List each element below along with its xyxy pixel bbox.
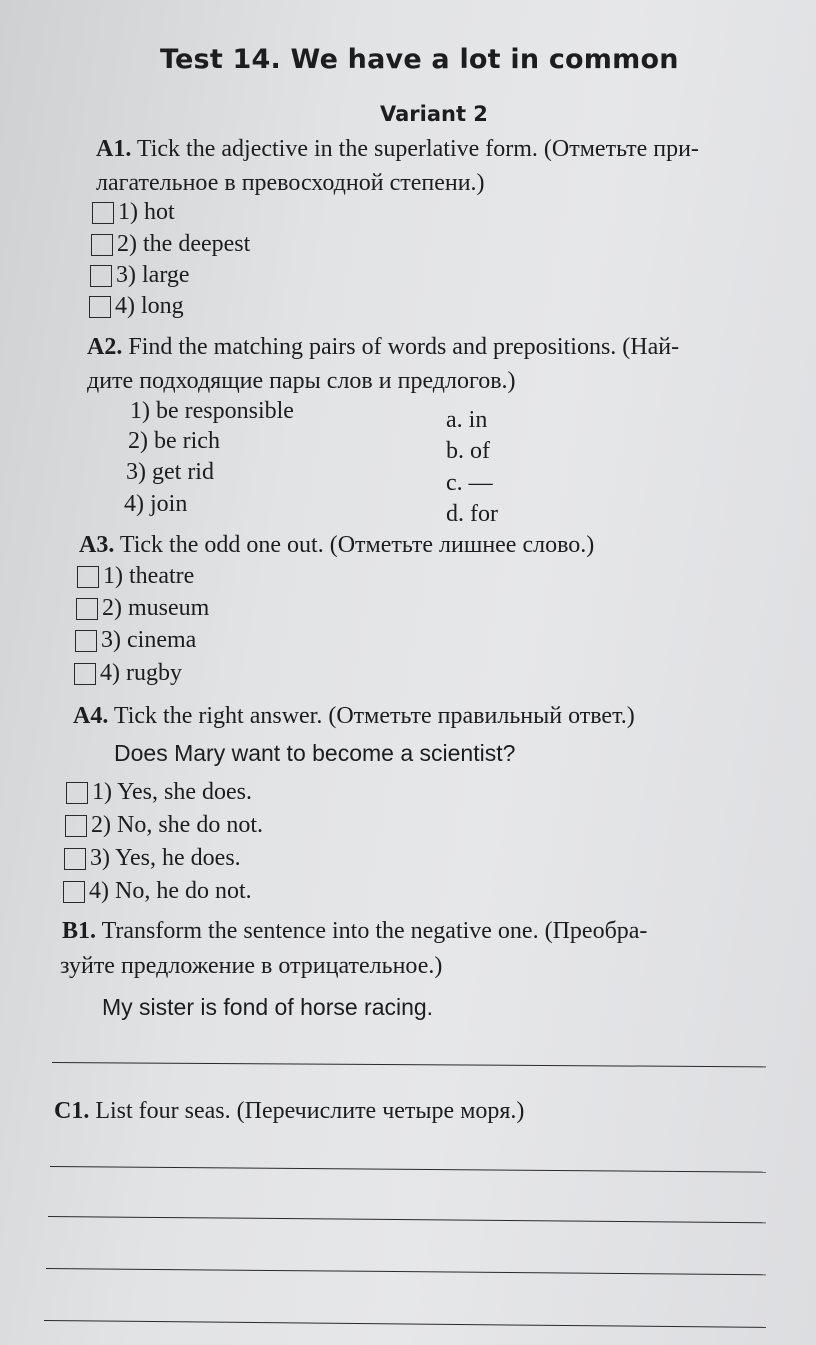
b1-answer-line[interactable]: [52, 1062, 766, 1067]
a4-option[interactable]: [63, 878, 252, 905]
c1-text: List four seas. (Перечислите четыре моря.): [95, 1098, 525, 1124]
a1-text-line2: лагательное в превосходной степени.): [96, 170, 485, 196]
page-title: Test 14. We have a lot in common: [160, 44, 679, 75]
a2-right-item: b. of: [446, 438, 490, 464]
a1-option[interactable]: [90, 262, 190, 289]
variant-heading: Variant 2: [380, 102, 488, 126]
a4-option[interactable]: [64, 845, 241, 872]
a1-instruction-line1: [96, 136, 699, 163]
option-label: 3) cinema: [101, 627, 197, 653]
a3-option[interactable]: [74, 660, 182, 687]
a2-right-item: a. in: [446, 407, 488, 433]
a3-option[interactable]: [76, 595, 209, 622]
a4-option[interactable]: [65, 812, 263, 839]
a2-text-line1: Find the matching pairs of words and prepositions. (Най-: [128, 334, 680, 360]
checkbox[interactable]: [75, 630, 97, 652]
a4-text: Tick the right answer. (Отметьте правильный ответ.): [113, 703, 635, 729]
a1-option[interactable]: [92, 199, 175, 226]
c1-answer-line[interactable]: [46, 1268, 766, 1275]
a2-left-item: 2) be rich: [128, 428, 220, 454]
b1-text-line1: Transform the sentence into the negative one. (Преобра-: [101, 918, 648, 944]
a1-text-line1: Tick the adjective in the superlative form. (Отметьте при-: [136, 136, 699, 162]
checkbox[interactable]: [65, 815, 87, 837]
option-label: 2) museum: [102, 595, 210, 621]
a2-right-item: c. —: [446, 470, 493, 496]
b1-number: B1.: [62, 918, 97, 944]
a3-option[interactable]: [77, 563, 194, 590]
a3-number: A3.: [79, 532, 115, 558]
checkbox[interactable]: [92, 202, 114, 224]
a4-number: A4.: [73, 703, 109, 729]
option-label: 3) Yes, he does.: [90, 845, 241, 871]
a2-left-item: 4) join: [124, 491, 188, 517]
a1-number: A1.: [96, 136, 132, 162]
c1-answer-line[interactable]: [44, 1320, 766, 1328]
a1-option[interactable]: [91, 231, 250, 258]
option-label: 3) large: [116, 262, 190, 288]
b1-sentence: My sister is fond of horse racing.: [102, 994, 434, 1020]
c1-answer-line[interactable]: [48, 1216, 766, 1223]
c1-instruction: [54, 1098, 524, 1125]
option-label: 2) No, she do not.: [91, 812, 263, 838]
a1-option[interactable]: [89, 293, 184, 320]
a2-left-item: 1) be responsible: [130, 398, 294, 424]
b1-text-line2: зуйте предложение в отрицательное.): [60, 953, 443, 979]
a2-number: A2.: [87, 334, 123, 360]
checkbox[interactable]: [77, 566, 99, 588]
option-label: 4) No, he do not.: [89, 878, 252, 904]
a2-right-item: d. for: [446, 501, 498, 527]
a4-question: Does Mary want to become a scientist?: [114, 740, 516, 766]
a4-instruction: [73, 703, 635, 730]
c1-answer-line[interactable]: [50, 1166, 766, 1173]
a3-instruction: [79, 532, 594, 559]
checkbox[interactable]: [64, 848, 86, 870]
b1-instruction-line1: [62, 918, 647, 945]
checkbox[interactable]: [76, 598, 98, 620]
option-label: 1) hot: [118, 199, 175, 225]
option-label: 4) long: [115, 293, 184, 319]
checkbox[interactable]: [74, 663, 96, 685]
a3-text: Tick the odd one out. (Отметьте лишнее слово.): [119, 532, 595, 558]
option-label: 2) the deepest: [117, 231, 251, 257]
a4-option[interactable]: [66, 779, 252, 806]
option-label: 4) rugby: [100, 660, 182, 686]
option-label: 1) Yes, she does.: [92, 779, 253, 805]
checkbox[interactable]: [63, 881, 85, 903]
checkbox[interactable]: [91, 234, 113, 256]
checkbox[interactable]: [89, 296, 111, 318]
a3-option[interactable]: [75, 627, 196, 654]
option-label: 1) theatre: [103, 563, 195, 589]
a2-instruction-line1: [87, 334, 679, 361]
checkbox[interactable]: [90, 265, 112, 287]
a2-text-line2: дите подходящие пары слов и предлогов.): [87, 368, 516, 394]
c1-number: C1.: [54, 1098, 90, 1124]
a2-left-item: 3) get rid: [126, 459, 214, 485]
checkbox[interactable]: [66, 782, 88, 804]
